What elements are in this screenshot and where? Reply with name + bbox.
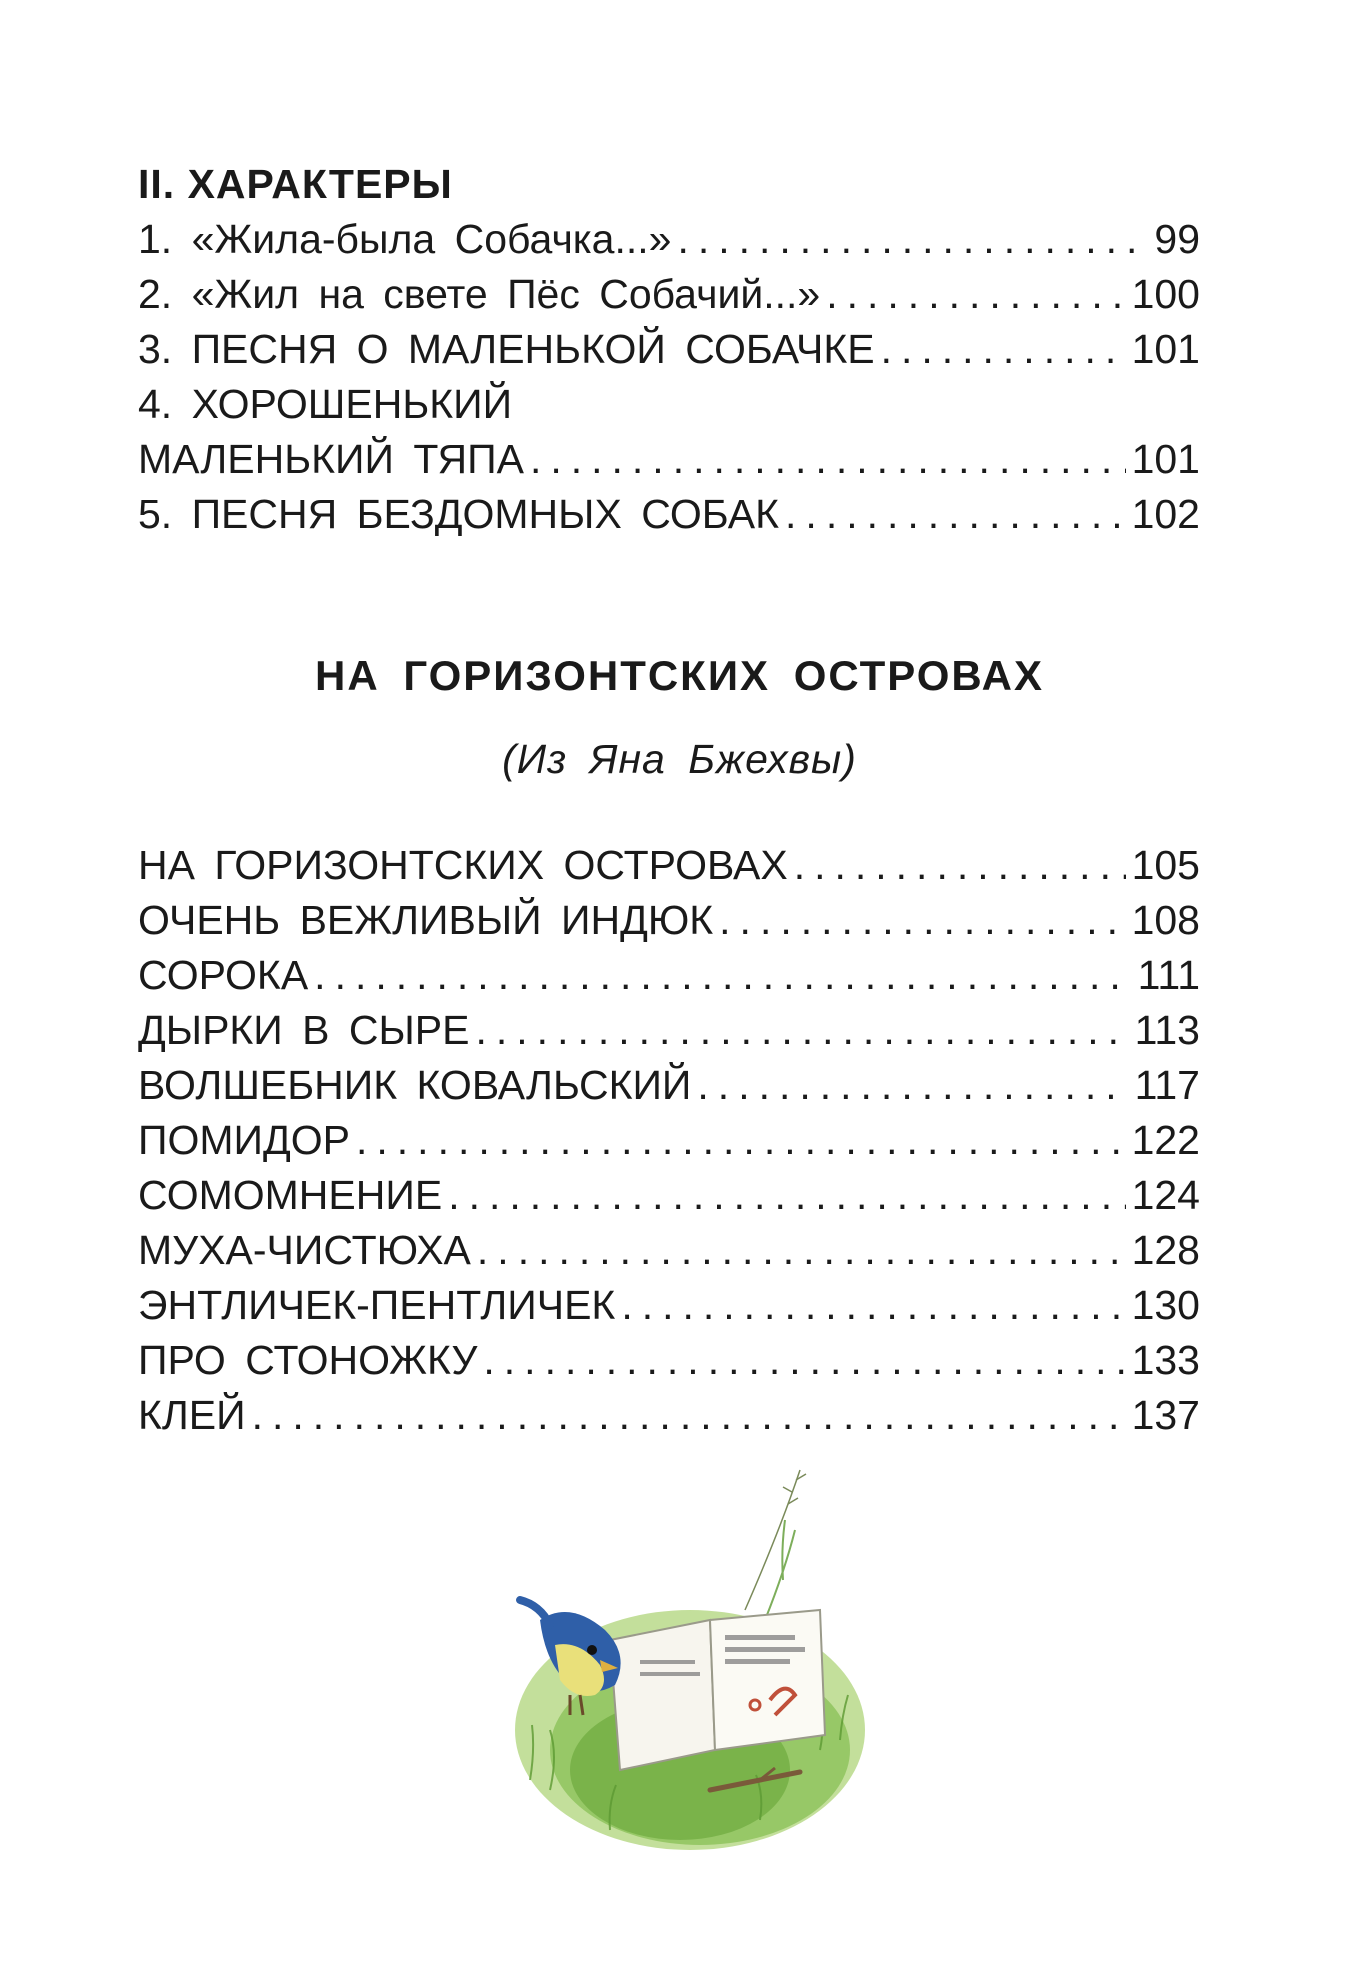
dot-leader: [530, 432, 1126, 487]
toc-entry[interactable]: [138, 893, 1200, 948]
toc-entry-page: 137: [1131, 1392, 1200, 1438]
toc-entry[interactable]: [138, 1388, 1200, 1443]
section-title-horizont-islands: НА ГОРИЗОНТСКИХ ОСТРОВАХ: [314, 652, 1045, 699]
toc-entry-title: КЛЕЙ: [138, 1392, 246, 1438]
dot-leader: [881, 322, 1126, 377]
section-title-characters: II. ХАРАКТЕРЫ: [138, 161, 453, 207]
dot-leader: [621, 1278, 1125, 1333]
toc-entry-title: СОРОКА: [138, 952, 309, 998]
toc-entry-title: ПРО СТОНОЖКУ: [138, 1337, 478, 1383]
dot-leader: [252, 1388, 1126, 1443]
dot-leader: [314, 948, 1132, 1003]
toc-entry-page: 128: [1131, 1227, 1200, 1273]
toc-entry-page: 122: [1131, 1117, 1200, 1163]
toc-entry[interactable]: [138, 432, 1200, 487]
toc-entry-page: 117: [1134, 1062, 1200, 1108]
toc-entry-title: СОМОМНЕНИЕ: [138, 1172, 443, 1218]
toc-entry[interactable]: [138, 1113, 1200, 1168]
toc-entry-page: 124: [1131, 1172, 1200, 1218]
toc-entry[interactable]: [138, 948, 1200, 1003]
toc-entry-page: 99: [1154, 216, 1200, 262]
toc-entry[interactable]: [138, 267, 1200, 322]
toc-entry-title: ДЫРКИ В СЫРЕ: [138, 1007, 470, 1053]
toc-entry[interactable]: [138, 838, 1200, 893]
dot-leader: [719, 893, 1125, 948]
toc-entry-page: 130: [1131, 1282, 1200, 1328]
toc-entry-title: 5. ПЕСНЯ БЕЗДОМНЫХ СОБАК: [138, 491, 780, 537]
toc-entry-page: 113: [1134, 1007, 1200, 1053]
bird-reading-book-on-grass-icon: [500, 1450, 880, 1870]
toc-entry-title: ПОМИДОР: [138, 1117, 350, 1163]
section-subtitle: (Из Яна Бжехвы): [502, 736, 857, 782]
toc-entry-page: 102: [1131, 491, 1200, 537]
toc-list-characters: [138, 212, 1200, 542]
dot-leader: [677, 212, 1148, 267]
toc-entry-title: МАЛЕНЬКИЙ ТЯПА: [138, 436, 524, 482]
dot-leader: [356, 1113, 1126, 1168]
toc-list-horizont-islands: [138, 838, 1200, 1443]
toc-entry-title: ВОЛШЕБНИК КОВАЛЬСКИЙ: [138, 1062, 692, 1108]
dot-leader: [785, 487, 1126, 542]
toc-entry[interactable]: [138, 487, 1200, 542]
toc-entry-title: НА ГОРИЗОНТСКИХ ОСТРОВАХ: [138, 842, 788, 888]
toc-entry-page: 101: [1131, 326, 1200, 372]
toc-entry[interactable]: [138, 1003, 1200, 1058]
toc-entry-page: 105: [1131, 842, 1200, 888]
toc-entry-page: 133: [1131, 1337, 1200, 1383]
toc-entry-title: 2. «Жил на свете Пёс Собачий...»: [138, 271, 821, 317]
dot-leader: [826, 267, 1125, 322]
toc-entry-title: 3. ПЕСНЯ О МАЛЕНЬКОЙ СОБАЧКЕ: [138, 326, 875, 372]
toc-entry[interactable]: [138, 1333, 1200, 1388]
toc-entry-page: 100: [1131, 271, 1200, 317]
dot-leader: [476, 1003, 1129, 1058]
toc-entry[interactable]: [138, 1058, 1200, 1113]
toc-entry-title: 4. ХОРОШЕНЬКИЙ: [138, 381, 513, 427]
toc-entry[interactable]: [138, 322, 1200, 377]
toc-entry[interactable]: [138, 1168, 1200, 1223]
dot-leader: [483, 1333, 1125, 1388]
dot-leader: [794, 838, 1126, 893]
toc-entry[interactable]: [138, 212, 1200, 267]
toc-entry[interactable]: [138, 1223, 1200, 1278]
toc-entry-title: ЭНТЛИЧЕК-ПЕНТЛИЧЕК: [138, 1282, 616, 1328]
toc-entry-title: 1. «Жила-была Собачка...»: [138, 216, 672, 262]
toc-entry-page: 101: [1131, 436, 1200, 482]
toc-entry-page: 108: [1131, 897, 1200, 943]
dot-leader: [697, 1058, 1128, 1113]
toc-entry-title: ОЧЕНЬ ВЕЖЛИВЫЙ ИНДЮК: [138, 897, 714, 943]
toc-entry-first-line[interactable]: [138, 377, 1200, 432]
dot-leader: [477, 1223, 1126, 1278]
toc-entry[interactable]: [138, 1278, 1200, 1333]
toc-entry-title: МУХА-ЧИСТЮХА: [138, 1227, 471, 1273]
toc-entry-page: 111: [1137, 952, 1200, 998]
dot-leader: [448, 1168, 1125, 1223]
